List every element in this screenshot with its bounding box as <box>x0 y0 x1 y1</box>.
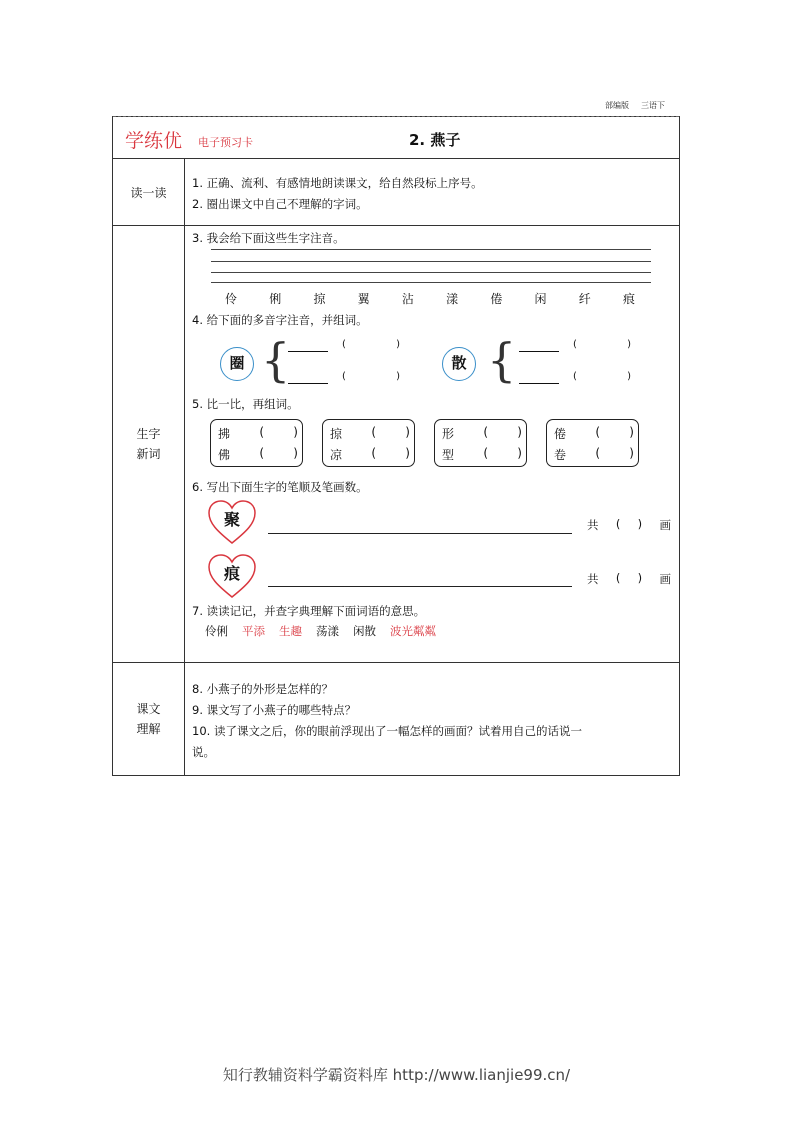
compare-box: 形 ( ) 型 ( ) <box>434 419 527 467</box>
stroke-count[interactable]: 共 ( ) 画 <box>587 571 671 586</box>
question-10-cont: 说。 <box>192 745 215 759</box>
read-item-2: 2. 圈出课文中自己不理解的字词。 <box>192 197 368 211</box>
question-7: 7. 读读记记，并查字典理解下面词语的意思。 <box>192 604 426 618</box>
edition-label <box>605 100 677 111</box>
stroke-count[interactable]: 共 ( ) 画 <box>587 517 671 532</box>
stroke-order-line[interactable] <box>268 533 572 534</box>
question-6: 6. 写出下面生字的笔顺及笔画数。 <box>192 480 368 494</box>
stroke-order-char: 聚 <box>223 510 240 529</box>
compare-box: 掠 ( ) 凉 ( ) <box>322 419 415 467</box>
question-3: 3. 我会给下面这些生字注音。 <box>192 231 345 245</box>
answer-blank[interactable] <box>519 383 559 384</box>
answer-blank[interactable] <box>519 351 559 352</box>
section-label-comprehension: 课文 理解 <box>136 702 161 736</box>
compare-box: 拂 ( ) 佛 ( ) <box>210 419 303 467</box>
new-characters-row <box>225 290 635 307</box>
polyphone-char-circle: 散 <box>442 347 476 381</box>
question-9: 9. 课文写了小燕子的哪些特点？ <box>192 703 357 717</box>
section-label-read: 读一读 <box>130 186 167 200</box>
question-8: 8. 小燕子的外形是怎样的？ <box>192 682 334 696</box>
preview-card <box>112 116 680 776</box>
answer-blank[interactable] <box>288 383 328 384</box>
word-parentheses[interactable]: ( ) <box>342 339 400 350</box>
pinyin-line <box>211 249 651 250</box>
lesson-title: 2. 燕子 <box>409 131 461 149</box>
new-char: 伶 <box>225 292 238 306</box>
stroke-order-line[interactable] <box>268 586 572 587</box>
question-5: 5. 比一比，再组词。 <box>192 397 299 411</box>
word-parentheses[interactable]: ( ) <box>573 371 631 382</box>
compare-box: 倦 ( ) 卷 ( ) <box>546 419 639 467</box>
new-char: 纤 <box>578 292 591 306</box>
section-label-vocab: 生字 新词 <box>136 427 161 461</box>
new-char: 漾 <box>446 292 459 306</box>
brand-subtitle: 电子预习卡 <box>198 136 253 149</box>
word-item: 伶俐 <box>205 624 228 638</box>
word-item: 平添 <box>242 624 265 638</box>
question-10: 10. 读了课文之后，你的眼前浮现出了一幅怎样的画面？试着用自己的话说一 <box>192 724 582 738</box>
word-parentheses[interactable]: ( ) <box>573 339 631 350</box>
grade-text: 三语下 <box>641 101 665 110</box>
publisher-text: 部编版 <box>605 101 629 110</box>
word-item: 生趣 <box>279 624 302 638</box>
new-char: 痕 <box>622 292 635 306</box>
new-char: 闲 <box>534 292 547 306</box>
pinyin-line <box>211 261 651 262</box>
column-divider <box>184 159 185 776</box>
pinyin-line <box>211 282 651 283</box>
new-char: 沾 <box>401 292 414 306</box>
pinyin-line <box>211 272 651 273</box>
new-char: 翼 <box>357 292 370 306</box>
stroke-order-char: 痕 <box>223 564 240 583</box>
word-list <box>205 623 436 639</box>
brand-logo: 学练优 <box>125 130 183 152</box>
polyphone-char-circle: 圈 <box>220 347 254 381</box>
word-parentheses[interactable]: ( ) <box>342 371 400 382</box>
new-char: 俐 <box>269 292 282 306</box>
footer-watermark: 知行教辅资料学霸资料库 http://www.lianjie99.cn/ <box>222 1066 571 1084</box>
word-item: 闲散 <box>353 624 376 638</box>
read-item-1: 1. 正确、流利、有感情地朗读课文，给自然段标上序号。 <box>192 176 483 190</box>
new-char: 倦 <box>490 292 503 306</box>
new-char: 掠 <box>313 292 326 306</box>
answer-blank[interactable] <box>288 351 328 352</box>
question-4: 4. 给下面的多音字注音，并组词。 <box>192 313 368 327</box>
brace-icon: { <box>261 333 291 387</box>
word-item: 荡漾 <box>316 624 339 638</box>
word-item: 波光粼粼 <box>390 624 436 638</box>
brace-icon: { <box>487 333 517 387</box>
